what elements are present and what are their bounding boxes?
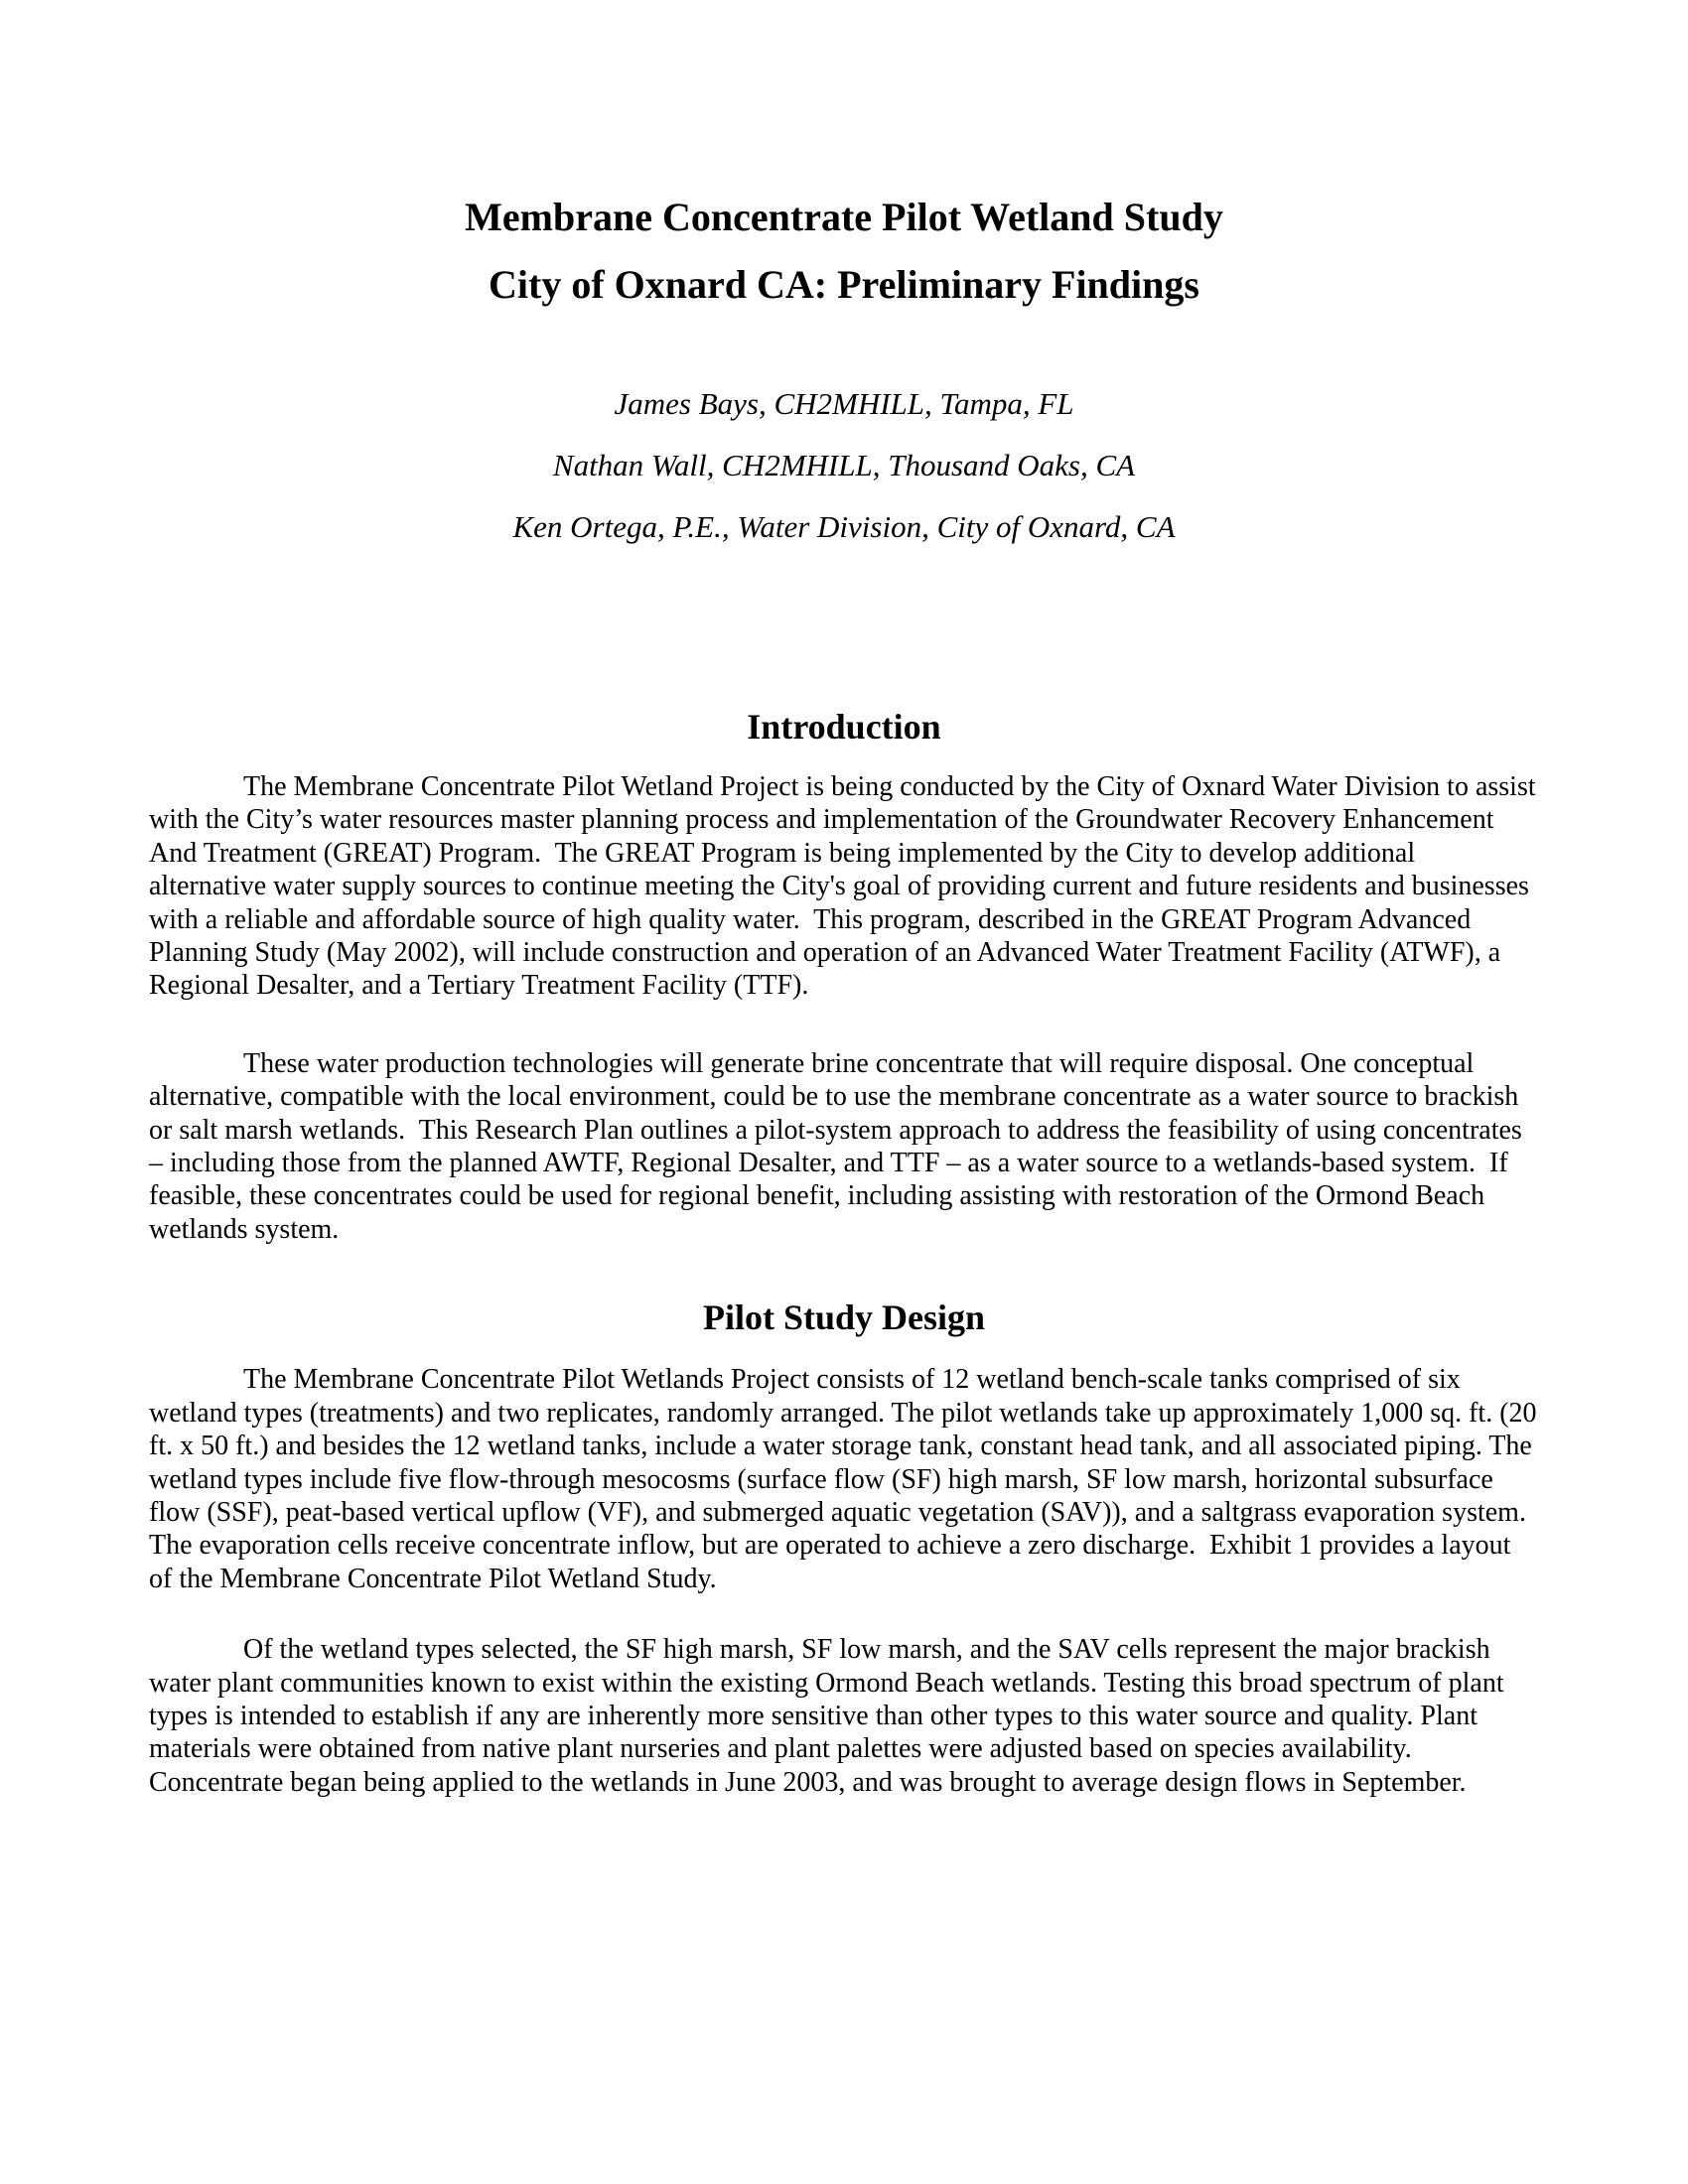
section-heading-pilot-study-design: Pilot Study Design: [702, 1297, 986, 1338]
author-block: [149, 373, 1539, 558]
author-line-1: James Bays, CH2MHILL, Tampa, FL: [614, 386, 1074, 421]
introduction-paragraph-1: The Membrane Concentrate Pilot Wetland Project is being conducted by the City of Oxnard Water Division to assist with the City’s water resources master planning process and implementation of the Groundwater Recovery Enhancement And Treatment (GREAT) Program. The GREAT Program is being implemented by the City to develop additional alternative water supply sources to continue meeting the City's goal of providing current and future residents and businesses with a reliable and affordable source of high quality water. This program, described in the GREAT Program Advanced Planning Study (May 2002), will include construction and operation of an Advanced Water Treatment Facility (ATWF), a Regional Desalter, and a Tertiary Treatment Facility (TTF).: [149, 771, 1543, 1002]
pilot-study-paragraph-1: The Membrane Concentrate Pilot Wetlands Project consists of 12 wetland bench-scale tanks comprised of six wetland types (treatments) and two replicates, randomly arranged. The pilot wetlands take up approximately 1,000 sq. ft. (20 ft. x 50 ft.) and besides the 12 wetland tanks, include a water storage tank, constant head tank, and all associated piping. The wetland types include five flow-through mesocosms (surface flow (SF) high marsh, SF low marsh, horizontal subsurface flow (SSF), peat-based vertical upflow (VF), and submerged aquatic vegetation (SAV)), and a saltgrass evaporation system. The evaporation cells receive concentrate inflow, but are operated to achieve a zero discharge. Exhibit 1 provides a layout of the Membrane Concentrate Pilot Wetland Study.: [149, 1364, 1544, 1594]
document-title: [149, 184, 1539, 319]
pilot-study-paragraph-2: Of the wetland types selected, the SF high marsh, SF low marsh, and the SAV cells represent the major brackish water plant communities known to exist within the existing Ormond Beach wetlands. Testing this broad spectrum of plant types is intended to establish if any are inherently more sensitive than other types to this water source and quality. Plant materials were obtained from native plant nurseries and plant palettes were adjusted based on species availability. Concentrate began being applied to the wetlands in June 2003, and was brought to average design flows in September.: [149, 1634, 1511, 1798]
title-line-2: City of Oxnard CA: Preliminary Findings: [489, 262, 1199, 307]
author-line-2: Nathan Wall, CH2MHILL, Thousand Oaks, CA: [552, 448, 1136, 482]
title-line-1: Membrane Concentrate Pilot Wetland Study: [465, 195, 1223, 239]
section-heading-introduction: Introduction: [747, 707, 941, 747]
author-line-3: Ken Ortega, P.E., Water Division, City of Oxnard, CA: [512, 509, 1176, 544]
introduction-paragraph-2: These water production technologies will generate brine concentrate that will require disposal. One conceptual alternative, compatible with the local environment, could be to use the membrane concentrate as a water source to brackish or salt marsh wetlands. This Research Plan outlines a pilot-system approach to address the feasibility of using concentrates – including those from the planned AWTF, Regional Desalter, and TTF – as a water source to a wetlands-based system. If feasible, these concentrates could be used for regional benefit, including assisting with restoration of the Ormond Beach wetlands system.: [149, 1047, 1529, 1245]
